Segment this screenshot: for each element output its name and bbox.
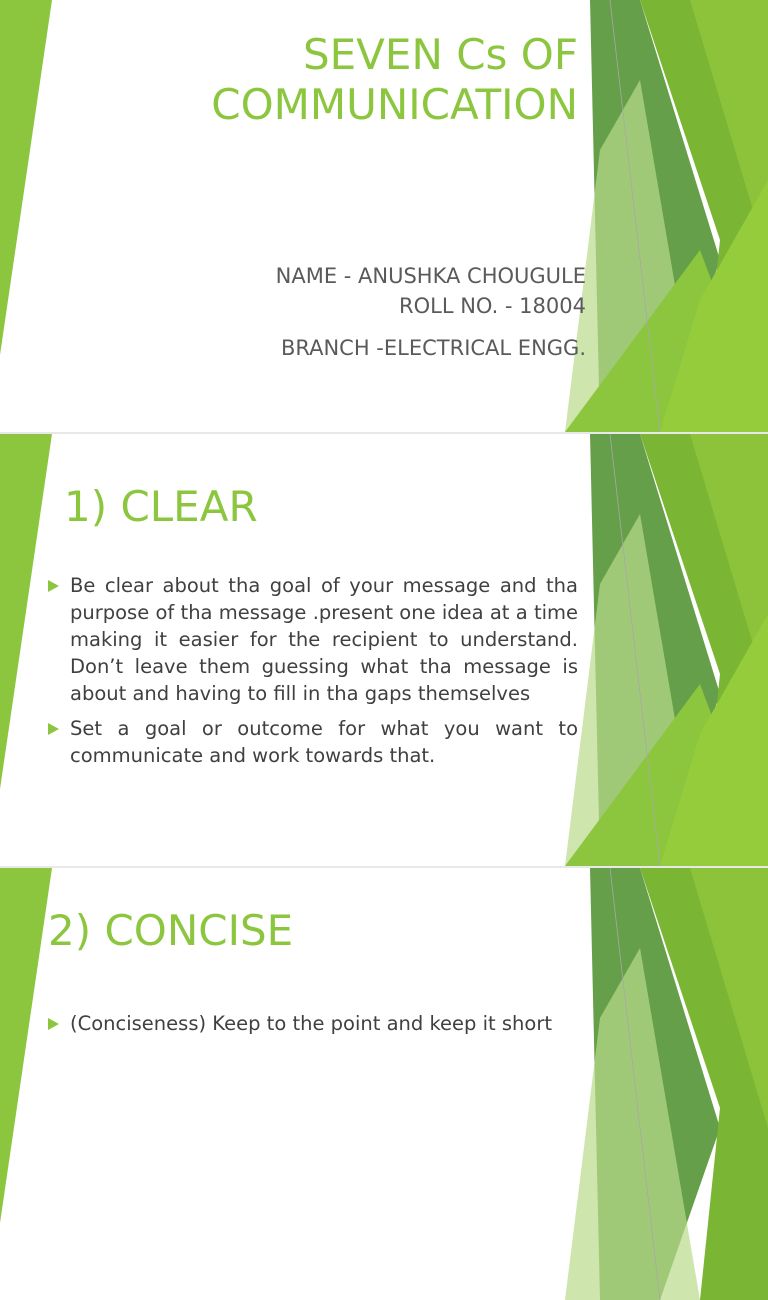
- bullet-arrow-icon: [48, 580, 59, 592]
- slide-heading: 1) CLEAR: [64, 482, 258, 531]
- bullet-item: [48, 715, 578, 769]
- roll-number: ROLL NO. - 18004: [399, 294, 586, 318]
- left-green-wedge: [0, 434, 52, 789]
- left-green-wedge: [0, 0, 52, 355]
- bullet-text: Set a goal or outcome for what you want to communicate and work towards that.: [70, 717, 578, 767]
- title-line-1: SEVEN Cs OF: [302, 30, 578, 79]
- bullet-list: [48, 1010, 578, 1045]
- branch: BRANCH -ELECTRICAL ENGG.: [280, 336, 586, 360]
- bullet-item: [48, 572, 578, 707]
- bullet-arrow-icon: [48, 723, 59, 735]
- author-name: NAME - ANUSHKA CHOUGULE: [275, 264, 586, 288]
- slide-clear: [0, 434, 768, 866]
- slide-heading: 2) CONCISE: [48, 906, 294, 955]
- presentation-title: [158, 30, 578, 129]
- left-green-wedge: [0, 868, 52, 1223]
- bullet-list: [48, 572, 578, 777]
- bullet-text: (Conciseness) Keep to the point and keep it short: [70, 1012, 553, 1035]
- slide-title: [0, 0, 768, 432]
- slide-concise: [0, 868, 768, 1300]
- title-line-2: COMMUNICATION: [211, 79, 578, 129]
- bullet-arrow-icon: [48, 1018, 59, 1030]
- bullet-text: Be clear about tha goal of your message and tha purpose of tha message .present one idea at a time making it easier for the recipient to understand. Don’t leave them guessing what tha message is about and having to fill in tha gaps themselves: [70, 574, 578, 705]
